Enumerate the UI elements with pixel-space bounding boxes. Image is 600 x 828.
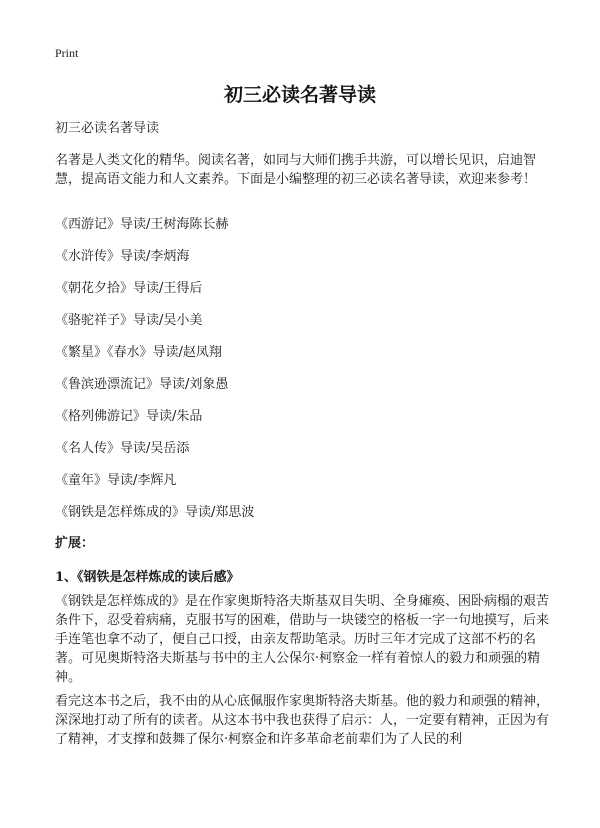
list-item: 《朝花夕拾》导读/王得后: [55, 281, 203, 296]
list-item: 《童年》导读/李辉凡: [55, 473, 177, 488]
list-item: 《名人传》导读/吴岳添: [55, 441, 190, 456]
list-item: 《水浒传》导读/李炳海: [55, 249, 190, 264]
body-paragraph: 《钢铁是怎样炼成的》是在作家奥斯特洛夫斯基双目失明、全身瘫痪、困卧病榻的艰苦条件下，忍受着病痛，克服书写的困难，借助与一块镂空的格板一字一句地摸写，后来手连笔也拿不动了，便自己口授，由亲友帮助笔录。历时三年才完成了这部不朽的名著。可见奥斯特洛夫斯基与书中的主人公保尔·柯察金一样有着惊人的毅力和顽强的精神。: [55, 594, 550, 685]
list-item: 《鲁滨逊漂流记》导读/刘象愚: [55, 377, 229, 392]
list-item: 《骆驼祥子》导读/吴小美: [55, 313, 203, 328]
list-item: 《繁星》《春水》导读/赵凤翔: [55, 345, 222, 360]
body-paragraph: 看完这本书之后，我不由的从心底佩服作家奥斯特洛夫斯基。他的毅力和顽强的精神，深深地打动了所有的读者。从这本书中我也获得了启示：人，一定要有精神，正因为有了精神，才支撑和鼓舞了保尔·柯察金和许多革命老前辈们为了人民的利: [55, 694, 550, 747]
subtitle: 初三必读名著导读: [55, 121, 160, 136]
intro-paragraph: 名著是人类文化的精华。阅读名著，如同与大师们携手共游，可以增长见识，启迪智慧，提高语文能力和人文素养。下面是小编整理的初三必读名著导读，欢迎来参考！: [55, 153, 537, 187]
page-title: 初三必读名著导读: [223, 84, 376, 106]
print-link[interactable]: Print: [55, 46, 79, 60]
book-list: [55, 216, 254, 536]
section-heading: 1、《钢铁是怎样炼成的读后感》: [55, 570, 240, 585]
list-item: 《西游记》导读/王树海陈长赫: [55, 217, 229, 232]
list-item: 《钢铁是怎样炼成的》导读/郑思波: [55, 505, 255, 520]
expand-label: 扩展：: [55, 536, 95, 551]
list-item: 《格列佛游记》导读/朱品: [55, 409, 203, 424]
